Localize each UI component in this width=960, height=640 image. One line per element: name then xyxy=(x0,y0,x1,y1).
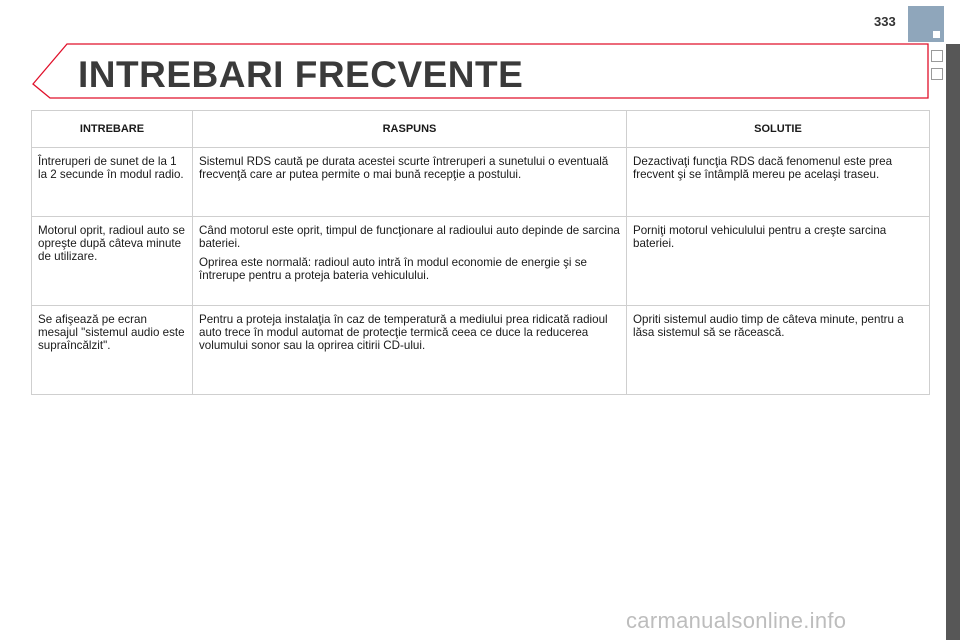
question-cell xyxy=(32,306,193,395)
column-header-answer: RASPUNS xyxy=(193,111,627,148)
column-header-solution: SOLUTIE xyxy=(627,111,930,148)
question-text: Motorul oprit, radioul auto se opreşte după câteva minute de utilizare. xyxy=(38,224,185,263)
solution-text: Porniţi motorul vehiculului pentru a creşte sarcina bateriei. xyxy=(633,224,887,250)
page-title: INTREBARI FRECVENTE xyxy=(78,54,524,95)
question-text: Se afişează pe ecran mesajul "sistemul audio este supraîncălzit". xyxy=(38,313,185,352)
watermark: carmanualsonline.info xyxy=(626,608,847,633)
question-text: Întreruperi de sunet de la 1 la 2 secunde în modul radio. xyxy=(38,155,184,181)
question-cell xyxy=(32,217,193,306)
page-number: 333 xyxy=(874,14,896,29)
answer-text: Pentru a proteja instalaţia în caz de temperatură a mediului prea ridicată radioul auto trece în modul automat de protecţie termică ceea ce duce la reducerea volumului sonor sau la oprirea citirii CD-ului. xyxy=(199,313,608,352)
answer-cell xyxy=(193,217,627,306)
solution-text: Dezactivaţi funcţia RDS dacă fenomenul este prea frecvent şi se întâmplă mereu pe acelaşi traseu. xyxy=(633,155,893,181)
column-header-question: INTREBARE xyxy=(32,111,193,148)
solution-cell xyxy=(627,217,930,306)
solution-cell xyxy=(627,148,930,217)
answer-cell xyxy=(193,148,627,217)
table-header-row xyxy=(32,111,930,148)
solution-text: Opriti sistemul audio timp de câteva minute, pentru a lăsa sistemul să se răcească. xyxy=(633,313,904,339)
table-row xyxy=(32,148,930,217)
answer-cell xyxy=(193,306,627,395)
question-cell xyxy=(32,148,193,217)
answer-text: Când motorul este oprit, timpul de funcţionare al radioului auto depinde de sarcina bateriei. xyxy=(199,224,620,250)
faq-table xyxy=(31,110,930,395)
table-row xyxy=(32,217,930,306)
answer-text: Oprirea este normală: radioul auto intră în modul economie de energie şi se întrerupe pentru a proteja bateria vehiculului. xyxy=(199,256,587,282)
answer-text: Sistemul RDS caută pe durata acestei scurte întreruperi a sunetului o eventuală frecvenţă care ar putea permite o mai bună recepţie a postului. xyxy=(199,155,609,181)
table-row xyxy=(32,306,930,395)
solution-cell xyxy=(627,306,930,395)
side-bar xyxy=(946,44,960,640)
